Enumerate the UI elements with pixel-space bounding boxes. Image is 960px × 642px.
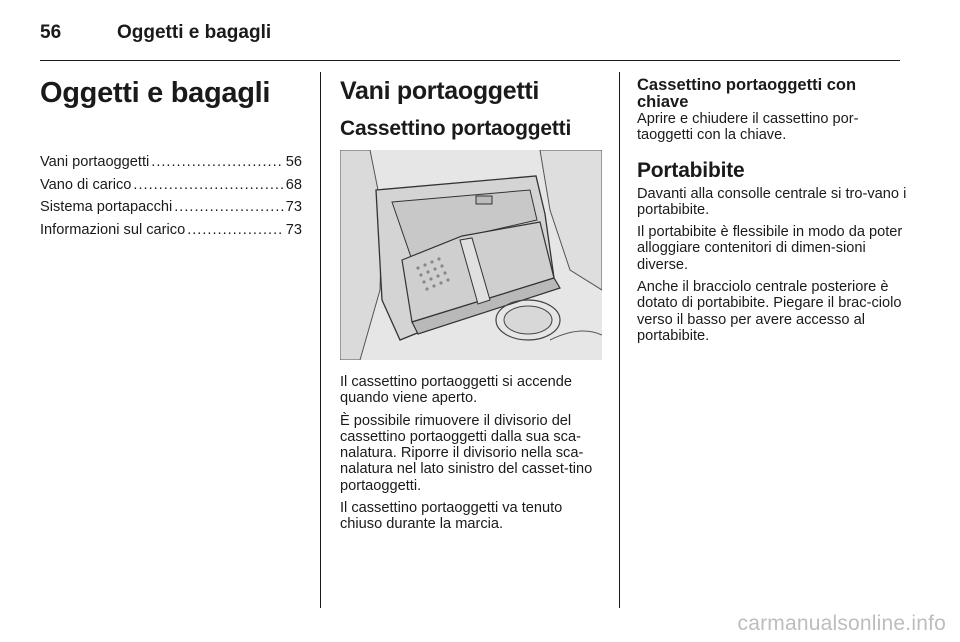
toc-entry[interactable] (40, 174, 302, 197)
toc-entry-label: Vani portaoggetti (40, 154, 150, 170)
column-divider-2 (619, 72, 620, 608)
cupholder-column (637, 77, 909, 350)
toc-entry[interactable] (40, 151, 302, 174)
chapter-title: Oggetti e bagagli (40, 77, 271, 109)
paragraph: Aprire e chiudere il cassettino por-taoggetti con la chiave. (637, 111, 859, 144)
subsection-title-cupholders: Portabibite (637, 158, 745, 182)
toc-entry-page: 73 (285, 199, 302, 215)
glovebox-column (340, 76, 602, 533)
page-number: 56 (40, 22, 62, 43)
paragraph: È possibile rimuovere il divisorio del cassettino portaoggetti dalla sua sca-nalatura. Riporre il divisorio nella sca-nalatura nel lato sinistro del casset-tino portaoggetti. (340, 412, 593, 494)
cupholders-text (637, 186, 909, 345)
toc-entry-label: Vano di carico (40, 176, 132, 193)
paragraph: Il portabibite è flessibile in modo da poter alloggiare contenitori di dimen-sioni diverse. (637, 224, 903, 273)
subsection-title-locking-glovebox: Cassettino portaoggetti con chiave (637, 76, 857, 111)
toc-leader-dots (151, 151, 284, 174)
glovebox-illustration (340, 150, 602, 360)
column-divider-1 (320, 72, 321, 608)
toc-entry-label: Informazioni sul carico (40, 221, 186, 238)
toc-leader-dots (133, 174, 283, 197)
paragraph: Il cassettino portaoggetti si accende quando viene aperto. (340, 374, 573, 407)
chapter-toc (40, 151, 302, 241)
glovebox-drawing (340, 150, 602, 360)
locking-glovebox-text (637, 111, 909, 144)
toc-entry[interactable] (40, 219, 302, 242)
toc-entry-page: 68 (285, 176, 302, 193)
paragraph: Davanti alla consolle centrale si tro-vano i portabibite. (637, 185, 907, 218)
watermark: carmanualsonline.info (737, 612, 946, 635)
chapter-column (40, 76, 302, 238)
section-title: Vani portaoggetti (340, 77, 540, 105)
running-section-title: Oggetti e bagagli (117, 22, 272, 43)
toc-entry-page: 56 (285, 154, 302, 170)
subsection-title-glovebox: Cassettino portaoggetti (340, 117, 572, 140)
toc-entry[interactable] (40, 196, 302, 219)
toc-entry-page: 73 (285, 221, 302, 238)
paragraph: Anche il bracciolo centrale posteriore è dotato di portabibite. Piegare il brac-ciolo verso il basso per avere accesso al portabibite. (637, 279, 902, 344)
paragraph: Il cassettino portaoggetti va tenuto chiuso durante la marcia. (340, 500, 563, 533)
toc-leader-dots (187, 219, 284, 242)
header-rule (40, 60, 900, 61)
toc-leader-dots (174, 196, 284, 219)
toc-entry-label: Sistema portapacchi (40, 199, 173, 215)
glovebox-text (340, 374, 605, 539)
